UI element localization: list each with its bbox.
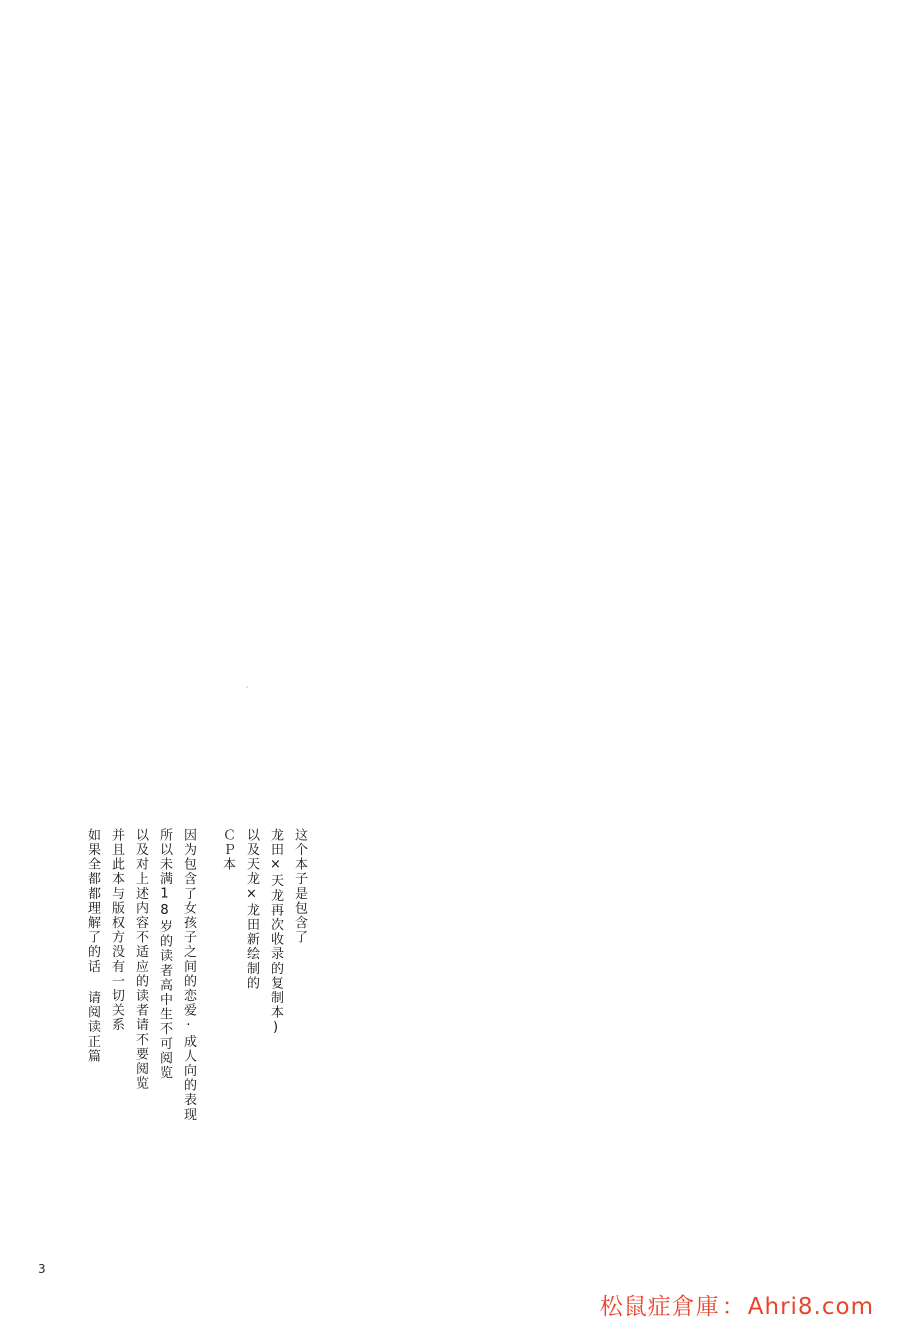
notice-line: ＣＰ本 — [220, 828, 235, 872]
paper-speck — [246, 686, 248, 688]
notice-line: 因为包含了女孩子之间的恋爱·成人向的表现 — [181, 828, 196, 1122]
notice-line: 以及天龙×龙田新绘制的 — [244, 828, 259, 991]
notice-line: 这个本子是包含了 — [292, 828, 307, 945]
notice-line: 如果全都都理解了的话 请阅读正篇 — [85, 828, 100, 1064]
vertical-notice-block — [60, 828, 306, 1208]
notice-line: 所以未满18岁的读者高中生不可阅览 — [157, 828, 172, 1081]
notice-line: 并且此本与版权方没有一切关系 — [109, 828, 124, 1033]
notice-line: 以及对上述内容不适应的读者请不要阅览 — [133, 828, 148, 1091]
watermark-separator: ： — [721, 1294, 746, 1320]
watermark — [600, 1288, 874, 1321]
watermark-url: Ahri8.com — [747, 1294, 874, 1320]
page-number: 3 — [38, 1262, 46, 1276]
watermark-label: 松鼠症倉庫 — [599, 1294, 720, 1320]
notice-line: 龙田×天龙再次收录的复制本) — [268, 828, 283, 1037]
